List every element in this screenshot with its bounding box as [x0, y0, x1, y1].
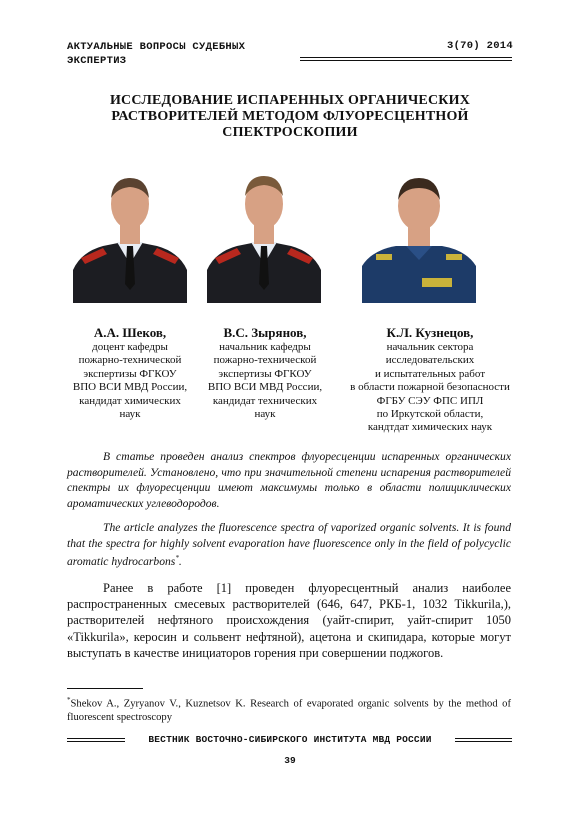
abstract-russian-text: В статье проведен анализ спектров флуоресценции испаренных органических растворителей. Установлено, что при значительной степени испарения растворителей спектры их флуоресценции имеют максимумы только в области полициклических ароматических углеводородов. — [67, 450, 511, 510]
body-paragraph — [67, 580, 511, 661]
footer-rule-right-top — [455, 738, 512, 739]
footnote — [67, 694, 511, 724]
author-block-kuznetsov — [330, 324, 530, 435]
author-position-line: доцент кафедры — [92, 341, 168, 353]
author-position-line: кандидат технических — [212, 394, 318, 407]
author-position-line: пожарно-технической — [78, 354, 182, 367]
author-position-line: экспертизы ФГКОУ — [218, 367, 312, 380]
author-photo-kuznetsov — [362, 166, 476, 303]
author-position-line: начальник сектора — [386, 341, 474, 353]
author-name: К.Л. Кузнецов, — [386, 325, 474, 340]
author-position-line: наук — [119, 408, 141, 421]
journal-title-line2: ЭКСПЕРТИЗ — [67, 55, 127, 67]
author-position-line: ФГБУ СЭУ ФПС ИПЛ — [376, 394, 484, 407]
title-line2: РАСТВОРИТЕЛЕЙ МЕТОДОМ ФЛУОРЕСЦЕНТНОЙ — [111, 109, 469, 124]
abstract-english-text: The article analyzes the fluorescence spectra of vaporized organic solvents. It is found that the spectra for highly solvent evaporation have fluorescence only in the field of polycyclic aromatic hydrocarbons — [67, 521, 511, 568]
author-position-line: кандидат химических — [79, 394, 181, 407]
author-position-line: пожарно-технической — [213, 354, 317, 367]
header-rule-bottom — [300, 60, 512, 61]
journal-title-line1: АКТУАЛЬНЫЕ ВОПРОСЫ СУДЕБНЫХ — [67, 41, 246, 53]
header-rule-top — [300, 57, 512, 58]
author-position-line: исследовательских — [385, 354, 475, 367]
journal-running-title — [67, 40, 327, 68]
issue-number: 3(70) 2014 — [446, 40, 513, 52]
footnote-text: Shekov A., Zyryanov V., Kuznetsov K. Research of evaporated organic solvents by the method of fluorescent spectroscopy — [67, 698, 511, 723]
footer-rule-left-top — [67, 738, 125, 739]
author-position-line: наук — [254, 408, 276, 421]
footnote-rule — [67, 688, 143, 689]
title-line1: ИССЛЕДОВАНИЕ ИСПАРЕННЫХ ОРГАНИЧЕСКИХ — [109, 93, 471, 108]
footer-rule-right-bottom — [455, 741, 512, 742]
footnote-mark: * — [67, 696, 71, 704]
author-position-line: в области пожарной безопасности — [350, 381, 510, 394]
author-position-line: и испытательных работ — [374, 367, 486, 380]
author-position-line: начальник кафедры — [219, 341, 311, 353]
footer-journal-title: ВЕСТНИК ВОСТОЧНО-СИБИРСКОГО ИНСТИТУТА МВД РОССИИ — [148, 734, 432, 745]
author-position-line: ВПО ВСИ МВД России, — [207, 381, 323, 394]
author-photo-shekov — [73, 166, 187, 303]
author-photo-zyryanov — [207, 166, 321, 303]
abstract-english-end: . — [178, 554, 182, 568]
author-name: В.С. Зырянов, — [223, 325, 307, 340]
author-block-zyryanov — [190, 324, 340, 421]
title-line3: СПЕКТРОСКОПИИ — [222, 125, 358, 140]
author-position-line: экспертизы ФГКОУ — [83, 367, 177, 380]
footnote-marker: * — [175, 554, 179, 562]
author-name: А.А. Шеков, — [93, 325, 167, 340]
article-title — [90, 93, 490, 141]
author-position-line: по Иркутской области, — [376, 408, 484, 421]
author-block-shekov — [55, 324, 205, 421]
page-number: 39 — [284, 755, 296, 766]
abstract-english — [67, 520, 511, 569]
abstract-russian — [67, 449, 511, 511]
author-position-line: кандтдат химических наук — [367, 421, 493, 434]
footer-rule-left-bottom — [67, 741, 125, 742]
author-position-line: ВПО ВСИ МВД России, — [72, 381, 188, 394]
body-paragraph-text: Ранее в работе [1] проведен флуоресцентный анализ наиболее распространенных смесевых растворителей (646, 647, РКБ-1, 1032 Tikkurila,), растворителей нефтяного происхождения (уайт-спирит, уайт-спирит 1050 «Tikkurila», керосин и сольвент нефтяной), ацетона и скипидара, которые могут выступать в качестве инициаторов горения при совершении поджогов. — [67, 581, 511, 660]
